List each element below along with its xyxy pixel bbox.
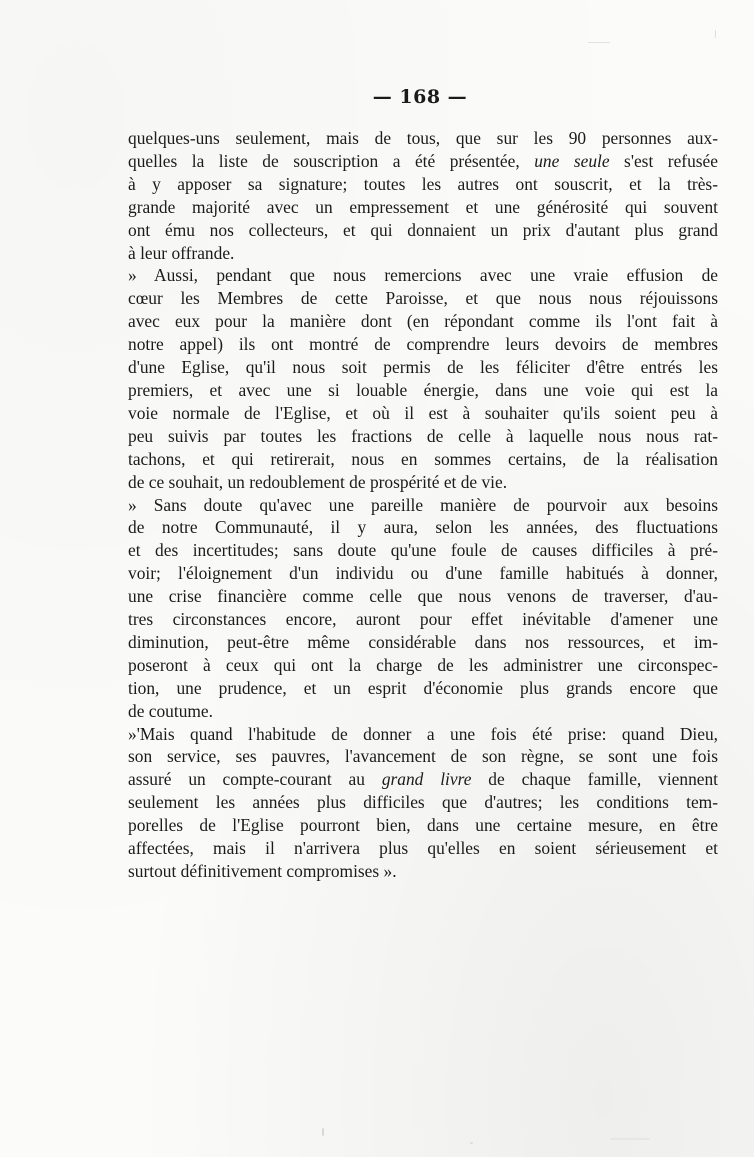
page-number: — 168 — [372, 86, 468, 108]
text-line: et des incertitudes; sans doute qu'une foule de causes difficiles à pré- [128, 540, 718, 561]
paragraph-4 [128, 723, 718, 883]
text-line: premiers, et avec une si louable énergie, dans une voie qui est la [128, 379, 718, 400]
text-line: à leur offrande. [128, 242, 235, 263]
text-line: tion, une prudence, et un esprit d'économie plus grands encore que [128, 677, 718, 698]
text-line: à y apposer sa signature; toutes les autres ont souscrit, et la très- [128, 173, 718, 194]
text-line: d'une Eglise, qu'il nous soit permis de les féliciter d'être entrés les [128, 357, 718, 378]
text-line: voie normale de l'Eglise, et où il est à souhaiter qu'ils soient peu à [128, 402, 718, 423]
text-line: poseront à ceux qui ont la charge de les administrer une circonspec- [128, 654, 718, 675]
paragraph-2 [128, 264, 718, 493]
text-line: tres circonstances encore, auront pour effet inévitable d'amener une [128, 609, 718, 630]
text-line: grande majorité avec un empressement et une générosité qui souvent [128, 196, 718, 217]
text-line: tachons, et qui retirerait, nous en sommes certains, de la réalisation [128, 448, 718, 469]
paragraph-1 [128, 127, 718, 264]
paper-speck [588, 42, 610, 43]
text-line: cœur les Membres de cette Paroisse, et que nous nous réjouissons [128, 288, 718, 309]
text-line: de notre Communauté, il y aura, selon les années, des fluctuations [128, 517, 718, 538]
text-line: son service, ses pauvres, l'avancement de son règne, se sont une fois [128, 746, 718, 767]
text-line: » Sans doute qu'avec une pareille manière de pourvoir aux besoins [128, 494, 718, 515]
text-line: » Aussi, pendant que nous remercions avec une vraie effusion de [128, 265, 718, 286]
italic-text: une seule [534, 150, 610, 171]
paper-speck [322, 1128, 324, 1136]
text-line: une crise financière comme celle que nous venons de traverser, d'au- [128, 586, 718, 607]
paper-speck [470, 1142, 473, 1144]
text-line: ont ému nos collecteurs, et qui donnaient un prix d'autant plus grand [128, 219, 718, 240]
text-line: peu suivis par toutes les fractions de celle à laquelle nous nous rat- [128, 425, 718, 446]
text-line: surtout définitivement compromises ». [128, 861, 397, 881]
text-line: de ce souhait, un redoublement de prospérité et de vie. [128, 471, 508, 492]
text-line: quelques-uns seulement, mais de tous, que sur les 90 personnes aux- [128, 128, 718, 148]
paper-speck [715, 30, 716, 38]
text-line: affectées, mais il n'arrivera plus qu'elles en soient sérieusement et [128, 838, 718, 859]
text-line: »'Mais quand l'habitude de donner a une fois été prise: quand Dieu, [128, 723, 718, 744]
text-line: quelles la liste de souscription a été présentée, une seule s'est refusée [128, 150, 718, 171]
text-line: diminution, peut-être même considérable dans nos ressources, et im- [128, 631, 718, 652]
paragraph-3 [128, 494, 718, 723]
text-line: assuré un compte-courant au grand livre de chaque famille, viennent [128, 769, 719, 790]
text-line: seulement les années plus difficiles que d'autres; les conditions tem- [128, 792, 718, 813]
italic-text: grand livre [381, 769, 472, 790]
text-line: porelles de l'Eglise pourront bien, dans une certaine mesure, en être [128, 815, 718, 836]
text-line: avec eux pour la manière dont (en répondant comme ils l'ont fait à [128, 311, 718, 332]
text-line: voir; l'éloignement d'un individu ou d'une famille habitués à donner, [128, 563, 718, 584]
text-line: de coutume. [128, 700, 213, 721]
paper-speck [610, 1138, 650, 1140]
text-body [128, 127, 718, 883]
text-line: notre appel) ils ont montré de comprendre leurs devoirs de membres [128, 334, 718, 355]
